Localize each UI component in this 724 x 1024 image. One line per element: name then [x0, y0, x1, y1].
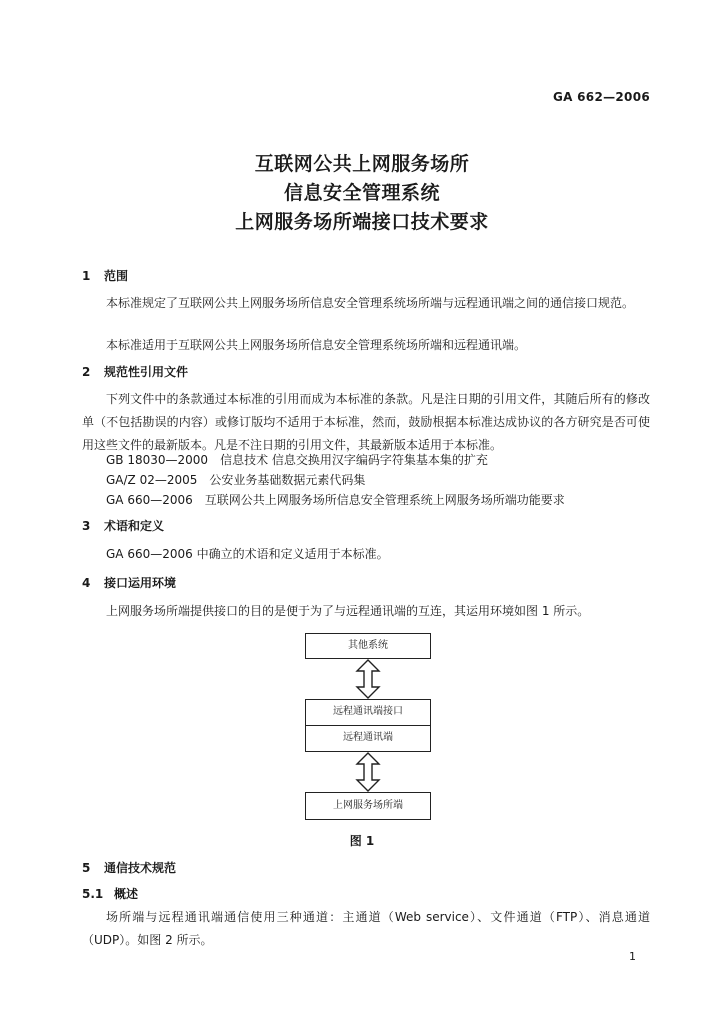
standard-code: GA 662—2006	[552, 90, 650, 104]
title-line-3: 上网服务场所端接口技术要求	[235, 211, 489, 233]
section-number: 1	[82, 269, 91, 283]
section-5-heading	[82, 858, 176, 878]
section-title: 通信技术规范	[104, 861, 177, 875]
reference-item	[106, 450, 488, 470]
section-title: 接口运用环境	[104, 576, 177, 590]
section-2-heading	[82, 362, 188, 382]
section-4-heading	[82, 573, 176, 593]
section-title: 概述	[114, 887, 139, 901]
reference-title: 信息技术 信息交换用汉字编码字符集基本集的扩充	[220, 453, 488, 467]
section-3-heading	[82, 516, 164, 536]
reference-code: GA 660—2006	[106, 493, 193, 507]
section-1-heading	[82, 266, 128, 286]
section-title: 规范性引用文件	[104, 365, 189, 379]
reference-code: GB 18030—2000	[106, 453, 209, 467]
section-number: 4	[82, 576, 91, 590]
box-other-systems: 其他系统	[305, 633, 431, 659]
section-number: 3	[82, 519, 91, 533]
document-body	[82, 0, 650, 1024]
box-remote-terminal: 远程通讯端	[305, 725, 431, 752]
reference-code: GA/Z 02—2005	[106, 473, 198, 487]
section-1-paragraph-1: 本标准规定了互联网公共上网服务场所信息安全管理系统场所端与远程通讯端之间的通信接口规范。	[106, 296, 635, 310]
section-5-1-paragraph-1: 场所端与远程通讯端通信使用三种通道：主通道（Web service）、文件通道（FTP）、消息通道（UDP）。如图 2 所示。	[82, 910, 650, 947]
figure-1-caption: 图 1	[349, 834, 375, 848]
reference-title: 公安业务基础数据元素代码集	[209, 473, 366, 487]
double-arrow-icon	[355, 752, 381, 792]
reference-item	[106, 490, 565, 510]
section-number: 2	[82, 365, 91, 379]
section-number: 5.1	[82, 887, 104, 901]
section-3-paragraph-1: GA 660—2006 中确立的术语和定义适用于本标准。	[106, 547, 389, 561]
section-4-paragraph-1: 上网服务场所端提供接口的目的是便于为了与远程通讯端的互连，其运用环境如图 1 所示。	[106, 604, 590, 618]
reference-item	[106, 470, 365, 490]
section-title: 术语和定义	[104, 519, 165, 533]
section-5-1-heading	[82, 884, 138, 904]
section-title: 范围	[104, 269, 129, 283]
section-1-paragraph-2: 本标准适用于互联网公共上网服务场所信息安全管理系统场所端和远程通讯端。	[106, 338, 527, 352]
double-arrow-icon	[355, 659, 381, 699]
page-number: 1	[629, 950, 636, 963]
box-venue-terminal: 上网服务场所端	[305, 792, 431, 820]
section-number: 5	[82, 861, 91, 875]
title-line-1: 互联网公共上网服务场所	[254, 153, 470, 175]
box-remote-interface: 远程通讯端接口	[305, 699, 431, 726]
reference-title: 互联网公共上网服务场所信息安全管理系统上网服务场所端功能要求	[204, 493, 565, 507]
title-line-2: 信息安全管理系统	[283, 182, 440, 204]
section-2-paragraph-1: 下列文件中的条款通过本标准的引用而成为本标准的条款。凡是注日期的引用文件，其随后所有的修改单（不包括勘误的内容）或修订版均不适用于本标准，然而，鼓励根据本标准达成协议的各方研究是否可使用这些文件的最新版本。凡是不注日期的引用文件，其最新版本适用于本标准。	[82, 392, 650, 452]
